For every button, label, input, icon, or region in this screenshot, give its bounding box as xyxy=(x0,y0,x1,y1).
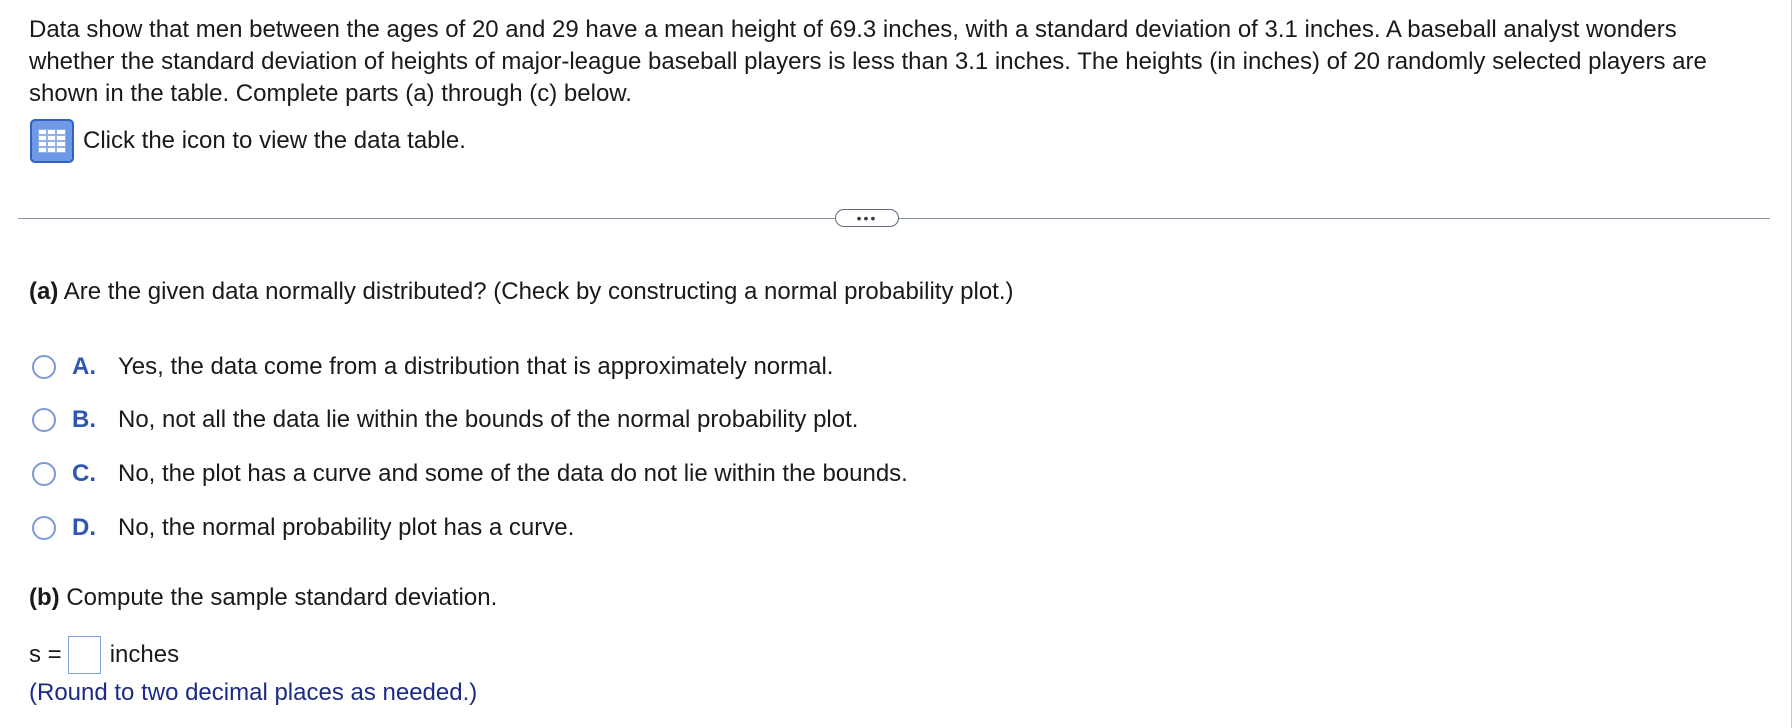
part-b-label: (b) xyxy=(29,584,60,611)
standard-deviation-input[interactable] xyxy=(68,636,101,674)
option-d-letter: D. xyxy=(72,514,96,541)
option-c-text: No, the plot has a curve and some of the data do not lie within the bounds. xyxy=(118,460,908,487)
option-c-letter: C. xyxy=(72,460,96,487)
part-b-question-text: Compute the sample standard deviation. xyxy=(59,584,498,611)
option-a-radio[interactable] xyxy=(32,355,56,379)
part-a-question xyxy=(29,276,1014,308)
problem-statement: Data show that men between the ages of 20 and 29 have a mean height of 69.3 inches, with a standard deviation of 3.1 inches. A baseball analyst wonders whether the standard deviation of heights of major-league baseball players is less than 3.1 inches. The heights (in inches) of 20 randomly selected players are shown in the table. Complete parts (a) through (c) below. xyxy=(29,16,1707,107)
more-options-button[interactable]: ••• xyxy=(835,209,899,227)
option-c-radio[interactable] xyxy=(32,462,56,486)
part-b-answer-row xyxy=(29,635,179,675)
data-table-link-text: Click the icon to view the data table. xyxy=(83,127,466,154)
option-a-text: Yes, the data come from a distribution that is approximately normal. xyxy=(118,353,834,380)
option-b-letter: B. xyxy=(72,406,96,433)
part-b-question xyxy=(29,582,497,614)
data-table-link xyxy=(30,119,466,163)
option-b[interactable] xyxy=(32,404,858,436)
rounding-hint: (Round to two decimal places as needed.) xyxy=(29,679,478,706)
answer-prefix: s = xyxy=(29,641,62,668)
part-a-label: (a) xyxy=(29,278,59,305)
answer-unit: inches xyxy=(109,641,180,668)
option-d-radio[interactable] xyxy=(32,516,56,540)
option-a[interactable] xyxy=(32,351,833,383)
data-table-icon[interactable] xyxy=(30,119,74,163)
option-d-text: No, the normal probability plot has a curve. xyxy=(118,514,575,541)
option-a-letter: A. xyxy=(72,353,96,380)
option-d[interactable] xyxy=(32,512,574,544)
option-b-radio[interactable] xyxy=(32,408,56,432)
part-a-question-text: Are the given data normally distributed? (Check by constructing a normal probability plot.) xyxy=(58,278,1014,305)
grid-icon xyxy=(37,128,67,154)
option-b-text: No, not all the data lie within the bounds of the normal probability plot. xyxy=(118,406,859,433)
option-c[interactable] xyxy=(32,458,908,490)
